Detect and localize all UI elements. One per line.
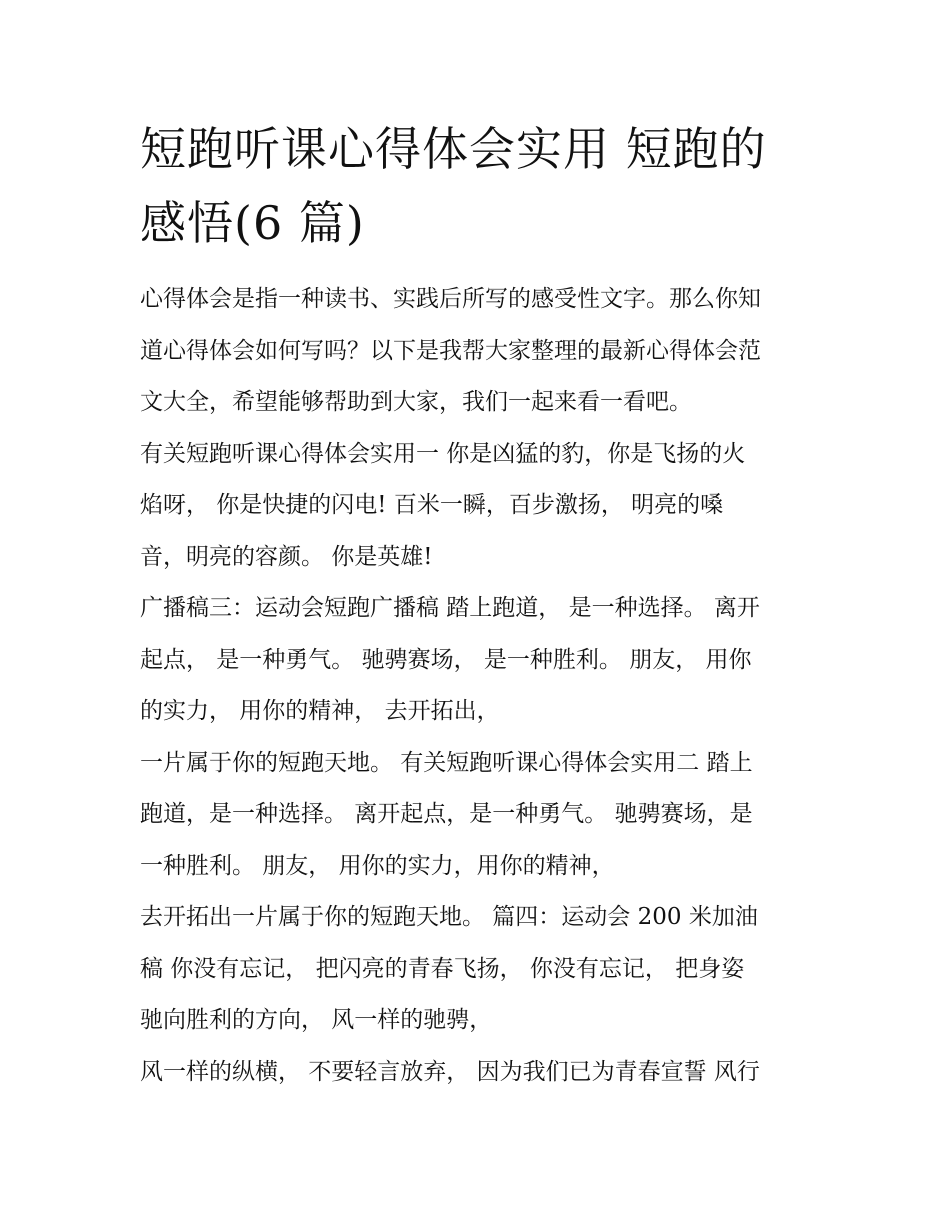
- body-line: 一片属于你的短跑天地。 有关短跑听课心得体会实用二 踏上: [140, 749, 753, 776]
- body-line: 文大全，希望能够帮助到大家，我们一起来看一看吧。: [140, 389, 692, 415]
- body-line: 广播稿三：运动会短跑广播稿 踏上跑道， 是一种选择。 离开: [140, 595, 760, 621]
- body-line: 道心得体会如何写吗？以下是我帮大家整理的最新心得体会范: [140, 337, 761, 364]
- body-line: 音，明亮的容颜。 你是英雄!: [140, 543, 433, 570]
- body-line: 驰向胜利的方向， 风一样的驰骋，: [140, 1007, 493, 1033]
- body-line: 风一样的纵横， 不要轻言放弃， 因为我们已为青春宣誓 风行: [140, 1058, 760, 1085]
- body-line: 的实力， 用你的精神， 去开拓出，: [140, 698, 500, 724]
- body-line: 心得体会是指一种读书、实践后所写的感受性文字。那么你知: [140, 286, 761, 312]
- body-line: 起点， 是一种勇气。 驰骋赛场， 是一种胜利。 朋友， 用你: [140, 646, 752, 673]
- document-body: [140, 274, 812, 1098]
- title-line: 感悟(6 篇): [140, 196, 365, 250]
- body-line: 有关短跑听课心得体会实用一 你是凶猛的豹，你是飞扬的火: [140, 440, 746, 467]
- body-line: 稿 你没有忘记， 把闪亮的青春飞扬， 你没有忘记， 把身姿: [140, 955, 745, 982]
- document-title: [140, 112, 812, 260]
- body-line: 跑道，是一种选择。 离开起点，是一种勇气。 驰骋赛场，是: [140, 801, 753, 827]
- body-line: 去开拓出一片属于你的短跑天地。 篇四：运动会 200 米加油: [140, 904, 758, 930]
- body-line: 一种胜利。 朋友， 用你的实力，用你的精神，: [140, 852, 615, 879]
- title-line: 短跑听课心得体会实用 短跑的: [140, 122, 767, 176]
- document-page: [140, 112, 812, 1098]
- body-line: 焰呀， 你是快捷的闪电! 百米一瞬，百步激扬， 明亮的嗓: [140, 492, 724, 518]
